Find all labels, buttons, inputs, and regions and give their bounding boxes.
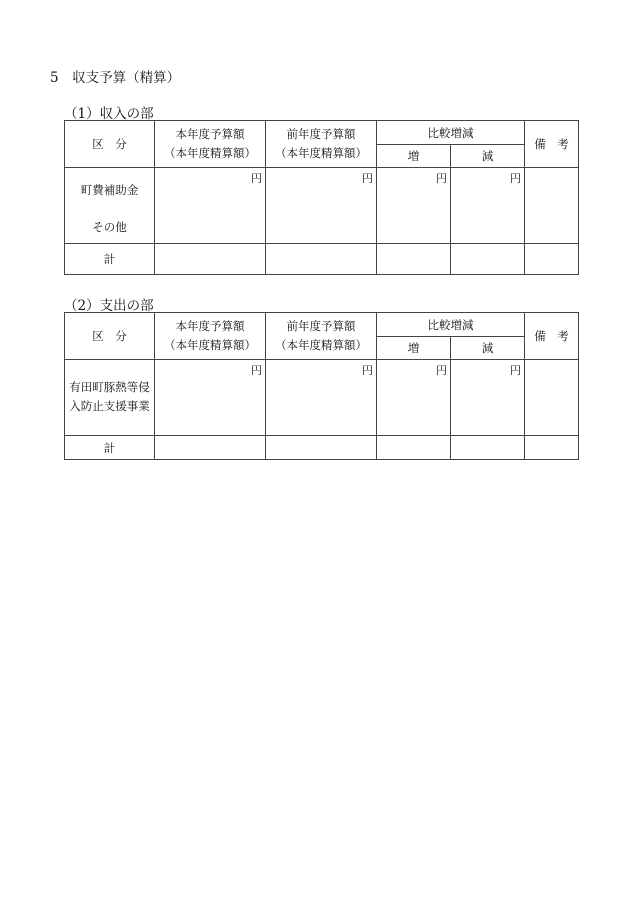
income-table	[64, 120, 579, 275]
header-current-budget: 本年度予算額 （本年度精算額）	[155, 121, 266, 168]
header-kubun: 区 分	[65, 313, 155, 360]
header-increase: 増	[377, 337, 451, 360]
expense-table	[64, 312, 579, 460]
total-cell	[266, 436, 377, 460]
total-cell	[525, 436, 579, 460]
amount-cell: 円	[266, 360, 377, 436]
income-section-title: （1）収入の部	[64, 106, 154, 122]
remarks-cell	[525, 360, 579, 436]
total-row	[65, 436, 579, 460]
header-increase: 増	[377, 145, 451, 168]
header-decrease: 減	[451, 145, 525, 168]
total-cell	[377, 244, 451, 275]
header-prev-budget: 前年度予算額 （本年度精算額）	[266, 313, 377, 360]
header-remarks: 備 考	[525, 121, 579, 168]
remarks-cell	[525, 168, 579, 244]
total-cell	[451, 436, 525, 460]
income-item: その他	[92, 219, 127, 234]
header-prev-budget: 前年度予算額 （本年度精算額）	[266, 121, 377, 168]
table-row	[65, 360, 579, 436]
total-cell	[451, 244, 525, 275]
table-row	[65, 168, 579, 244]
total-label: 計	[65, 244, 155, 275]
expense-section-title: （2）支出の部	[64, 298, 154, 314]
amount-cell: 円	[155, 168, 266, 244]
income-item: 町費補助金	[80, 182, 139, 197]
header-current-budget: 本年度予算額 （本年度精算額）	[155, 313, 266, 360]
total-cell	[377, 436, 451, 460]
header-compare: 比較増減	[377, 313, 525, 337]
expense-item: 有田町豚熱等侵	[69, 380, 150, 394]
total-row	[65, 244, 579, 275]
expense-item: 入防止支援事業	[69, 399, 150, 413]
total-cell	[266, 244, 377, 275]
amount-cell: 円	[451, 360, 525, 436]
expense-items-cell	[65, 360, 155, 436]
header-compare: 比較増減	[377, 121, 525, 145]
total-cell	[155, 244, 266, 275]
amount-cell: 円	[155, 360, 266, 436]
total-cell	[155, 436, 266, 460]
amount-cell: 円	[377, 168, 451, 244]
amount-cell: 円	[266, 168, 377, 244]
amount-cell: 円	[451, 168, 525, 244]
header-remarks: 備 考	[525, 313, 579, 360]
section-title: 5 収支予算（精算）	[50, 70, 181, 86]
income-items-cell	[65, 168, 155, 244]
header-decrease: 減	[451, 337, 525, 360]
header-kubun: 区 分	[65, 121, 155, 168]
amount-cell: 円	[377, 360, 451, 436]
total-cell	[525, 244, 579, 275]
total-label: 計	[65, 436, 155, 460]
